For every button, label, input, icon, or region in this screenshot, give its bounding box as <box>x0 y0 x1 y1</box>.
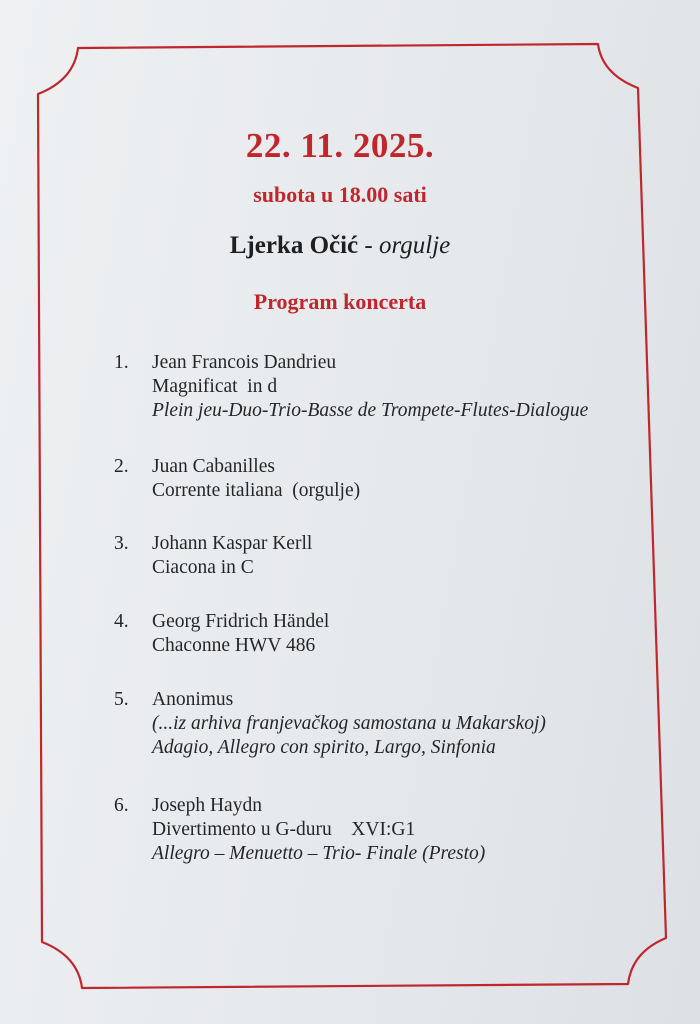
item-detail: Adagio, Allegro con spirito, Largo, Sinfonia <box>152 737 496 758</box>
concert-date: 22. 11. 2025. <box>245 126 435 165</box>
item-composer: Jean Francois Dandrieu <box>152 352 337 373</box>
item-detail: Allegro – Menuetto – Trio- Finale (Presto) <box>152 843 486 864</box>
program-title: Program koncerta <box>253 289 427 314</box>
item-composer: Juan Cabanilles <box>152 456 275 477</box>
item-number: 5. <box>114 689 129 710</box>
performer-name: Ljerka Očić <box>229 232 359 259</box>
item-number: 1. <box>114 352 129 373</box>
item-number: 3. <box>114 533 129 554</box>
item-composer: Georg Fridrich Händel <box>152 611 330 632</box>
item-note: (...iz arhiva franjevačkog samostana u Makarskoj) <box>152 713 546 734</box>
performer-line <box>0 232 680 260</box>
item-composer: Joseph Haydn <box>152 795 262 816</box>
item-number: 6. <box>114 795 129 816</box>
item-number: 4. <box>114 611 129 632</box>
item-work: Ciacona in C <box>152 557 254 578</box>
concert-time: subota u 18.00 sati <box>253 182 427 207</box>
performer-separator: - <box>358 232 379 259</box>
item-detail: Plein jeu-Duo-Trio-Basse de Trompete-Flutes-Dialogue <box>152 400 589 421</box>
item-composer: Anonimus <box>152 689 234 710</box>
item-work: Magnificat in d <box>152 376 278 397</box>
item-work: Corrente italiana (orgulje) <box>152 480 361 501</box>
performer-instrument: orgulje <box>378 232 451 259</box>
item-work: Divertimento u G-duru XVI:G1 <box>152 819 416 840</box>
item-composer: Johann Kaspar Kerll <box>152 533 313 554</box>
item-number: 2. <box>114 456 129 477</box>
item-work: Chaconne HWV 486 <box>152 635 316 656</box>
